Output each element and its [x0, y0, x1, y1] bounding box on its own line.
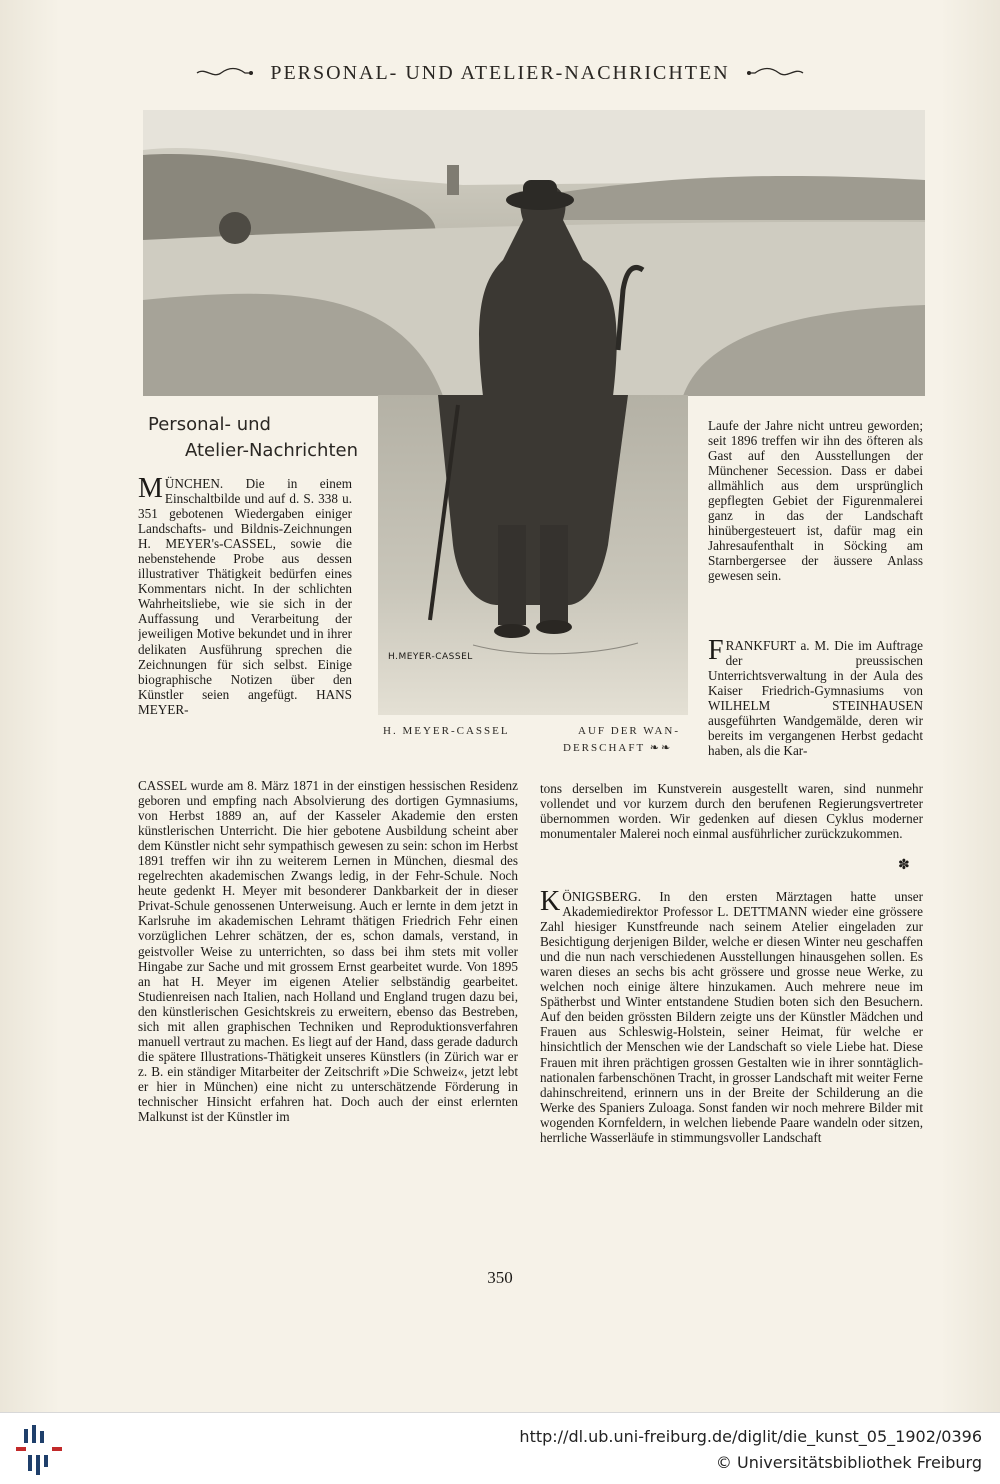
- permalink-url[interactable]: http://dl.ub.uni-freiburg.de/diglit/die_kunst_05_1902/0396: [519, 1427, 982, 1446]
- artist-signature: H.MEYER-CASSEL: [388, 652, 473, 662]
- illustration-lower: [378, 395, 688, 715]
- frankfurt-narrow: [708, 638, 923, 781]
- copyright-notice: © Universitätsbibliothek Freiburg: [715, 1453, 982, 1472]
- section-title-line2: Atelier-Nachrichten: [185, 440, 358, 461]
- header-title: PERSONAL- UND ATELIER-NACHRICHTEN: [270, 62, 730, 84]
- ornament-left-icon: [195, 63, 255, 86]
- library-logo-icon: [14, 1423, 64, 1475]
- frankfurt-narrow-text: RANKFURT a. M. Die im Auftrage der preussischen Unterrichtsverwaltung in der Aula des Kaiser Friedrich-Gymnasiums von WILHELM STEINHAUSEN ausgeführten Wandgemälde, deren wir bereits im vergangenen Herbst gedacht haben, als die Kar-: [708, 638, 923, 759]
- drop-cap-m: M: [138, 476, 163, 504]
- section-title-line1: Personal- und: [148, 414, 271, 435]
- caption-end-icon: ❧❧: [649, 742, 673, 754]
- drop-cap-f: F: [708, 638, 724, 666]
- munich-continued-text: Laufe der Jahre nicht untreu geworden; seit 1896 treffen wir ihn des öfteren als Gast auf den Ausstellungen der Münchener Secession. Dass er dabei allmählich aus dem ursprünglich gepflegten Gebiet der Figurenmalerei ganz in das der Landschaft hinübergesteuert ist, dafür mag ein Jahresaufenthalt in Söcking am Starnbergersee der äussere Anlass gewesen sein.: [708, 418, 923, 584]
- drop-cap-k: K: [540, 889, 561, 917]
- munich-continued: [708, 418, 923, 624]
- caption-title-text: DERSCHAFT: [563, 742, 645, 754]
- caption-artist: H. MEYER-CASSEL: [383, 725, 510, 737]
- koenigsberg-text: ÖNIGSBERG. In den ersten Märztagen hatte unser Akademiedirektor Professor L. DETTMANN wieder eine grössere Zahl hiesiger Kunstfreunde nach seinem Atelier eingeladen zur Besichtigung derjenigen Bilder, welche er diesen Winter neu geschaffen und die nun nach verschiedenen Ausstellungen hinausgehen sollen. Es waren dieses an sechs bis acht grössere und grosse neue Werke, zu welchen noch einige ältere hinzukamen. Auch mehrere neue im Spätherbst und Winter entstandene Studien boten sich den Besuchern. Auf den beiden grössten Bildern zeigte uns der Künstler Mädchen und Frauen aus Schleswig-Holstein, seiner Heimat, für welche er hinsichtlich der Menschen wie der Landschaft so viele Liebe hat. Diese Frauen mit ihren prächtigen grossen Gestalten wie in ihrer sonntäglich-nationalen farbenschönen Tracht, in grosser Landschaft mit weiter Ferne dahinschreitend, erinnern uns in der Breite der Schilderung an die Werke des Spaniers Zuloaga. Sonst fanden wir noch mehrere Bilder mit wogenden Kornfeldern, in welchen liebende Paare wandeln oder sitzen, herrliche Wasserläufe in stimmungsvoller Landschaft: [540, 889, 923, 1145]
- page-number: 350: [487, 1268, 513, 1287]
- ornament-right-icon: [745, 63, 805, 86]
- library-footer: [0, 1412, 1000, 1484]
- running-header: [0, 62, 1000, 86]
- section-end-icon: ✽: [898, 858, 910, 873]
- koenigsberg-column: [540, 889, 923, 1256]
- frankfurt-wide: [540, 781, 923, 871]
- frankfurt-wide-text: tons derselben im Kunstverein ausgestellt waren, sind nunmehr vollendet und vor kurzem durch den berufenen Regierungsvertreter übernommen worden. Wir gedenken auf diesen Cyklus moderner monumentaler Malerei noch einmal ausführlicher zurückzukommen.: [540, 781, 923, 842]
- caption-title-line1: AUF DER WAN-: [578, 725, 681, 737]
- munich-narrow-text: ÜNCHEN. Die in einem Einschaltbilde und auf d. S. 338 u. 351 gebotenen Wiedergaben einiger Landschafts- und Bildnis-Zeichnungen H. MEYER's-CASSEL, sowie die nebenstehende Probe aus dessen illustrativer Thätigkeit bedürfen eines Kommentars nicht. In der schlichten Wahrheitsliebe, wie sie sich in der Auffassung und Verarbeitung der jeweiligen Motive bekundet und in ihrer delikaten Ausführung sprechen die Zeichnungen für sich selbst. Einige biographische Notizen über den Künstler seien angefügt. HANS MEYER-: [138, 476, 352, 717]
- munich-narrow-column: [138, 476, 352, 776]
- section-title: [148, 412, 358, 464]
- munich-wide-text: CASSEL wurde am 8. März 1871 in der einstigen hessischen Residenz geboren und empfing nach Absolvierung des dortigen Gymnasiums, von Herbst 1889 an, auf der Kasseler Akademie den ersten künstlerischen Unterricht. Die hier gebotene Ausbildung scheint aber dem Künstler nicht sehr sympathisch gewesen zu sein: schon im Herbst 1891 treffen wir ihn zu weiterem Lernen in München, diesmal des regelrechten akademischen Zwangs ledig, in der Fehr-Schule. Noch heute gedenkt H. Meyer mit besonderer Dankbarkeit der in dieser Privat-Schule genossenen Unterweisung. Auch er lernte in dem jetzt in Karlsruhe im akademischen Lehramt thätigen Friedrich Fehr einen vorzüglichen Lehrer schätzen, der es, schon damals, verstand, in geistvoller Weise zu unterrichten, so dass bei ihm stets mit voller Hingabe zur Sache und mit grossem Ernst gearbeitet wurde. Von 1895 an hat H. Meyer im eigenen Atelier selbständig gearbeitet. Studienreisen nach Italien, nach Holland und England trugen dazu bei, den künstlerischen Gesichtskreis zu erweitern, ebenso das Bestreben, sich mit allen graphischen Techniken und Reproduktionsverfahren manuell vertraut zu machen. Es liegt auf der Hand, dass gerade dadurch die spätere Illustrations-Thätigkeit unseres Künstlers (in Zürich war er z. B. ein ständiger Mitarbeiter der Zeitschrift »Die Schweiz«, jetzt lebt er hier in München) eine nicht zu unterschätzende Förderung in technischer Hinsicht erfahren hat. Doch auch der einst erlernten Malkunst ist der Künstler im: [138, 778, 518, 1125]
- caption-title-line2: [563, 741, 672, 754]
- munich-wide-column: [138, 778, 518, 1255]
- illustration-landscape: [143, 110, 925, 396]
